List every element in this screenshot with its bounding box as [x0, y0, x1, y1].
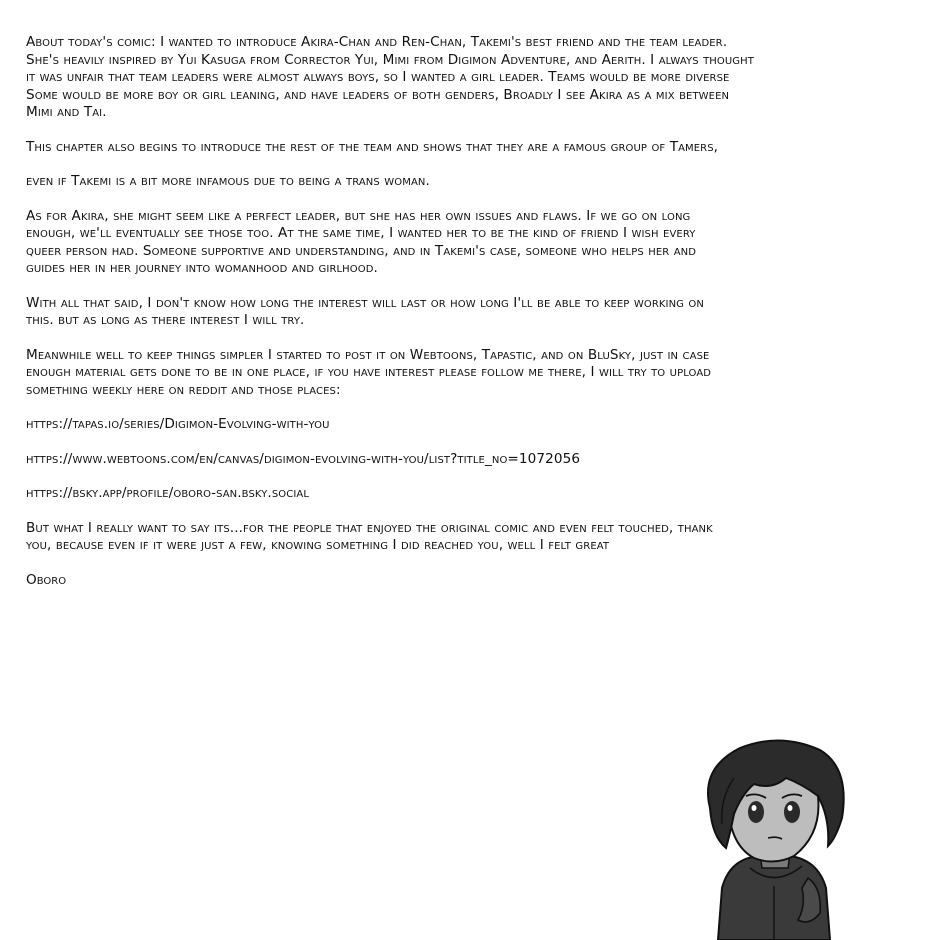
interest-paragraph: With all that said, I don't know how long the interest will last or how long I'll be able to keep working on this. but as long as there interest I will try. — [26, 294, 704, 328]
author-notes — [26, 34, 926, 589]
takemi-paragraph: even if Takemi is a bit more infamous due to being a trans woman. — [26, 173, 430, 189]
akira-paragraph: As for Akira, she might seem like a perfect leader, but she has her own issues and flaws. If we go on long enough, we'll eventually see those too. At the same time, I wanted her to be the kind of friend I wish every queer person had. Someone supportive and understanding, and in Takemi's case, someone who helps her and guides her in her journey into womanhood and girlhood. — [26, 207, 697, 276]
tapas-link[interactable]: https://tapas.io/series/Digimon-Evolving-with-you — [26, 416, 330, 432]
platforms-paragraph: Meanwhile well to keep things simpler I started to post it on Webtoons, Tapastic, and on BluSky, just in case enough material gets done to be in one place, if you have interest please follow me there, I will try to upload something weekly here on reddit and those places: — [26, 346, 712, 398]
webtoons-link[interactable]: https://www.webtoons.com/en/canvas/digimon-evolving-with-you/list?title_no=1072056 — [26, 450, 581, 467]
chapter-paragraph: This chapter also begins to introduce the rest of the team and shows that they are a famous group of Tamers, — [26, 138, 719, 155]
left-eye — [748, 801, 764, 823]
closing-paragraph: But what I really want to say its...for the people that enjoyed the original comic and even felt touched, thank you, because even if it were just a few, knowing something I did reached you, well I felt great — [26, 519, 713, 553]
bluesky-link[interactable]: https://bsky.app/profile/oboro-san.bsky.social — [26, 485, 309, 501]
right-eye — [784, 801, 800, 823]
chibi-character-illustration — [690, 738, 860, 940]
intro-paragraph: About today's comic: I wanted to introduce Akira-Chan and Ren-Chan, Takemi's best friend and the team leader. She's heavily inspired by Yui Kasuga from Corrector Yui, Mimi from Digimon Adventure, and Aerith. I always thought it was unfair that team leaders were almost always boys, so I wanted a girl leader. Teams would be more diverse Some would be more boy or girl leaning, and have leaders of both genders, Broadly I see Akira as a mix between Mimi and Tai. — [26, 34, 754, 120]
author-signature: Oboro — [26, 571, 67, 588]
